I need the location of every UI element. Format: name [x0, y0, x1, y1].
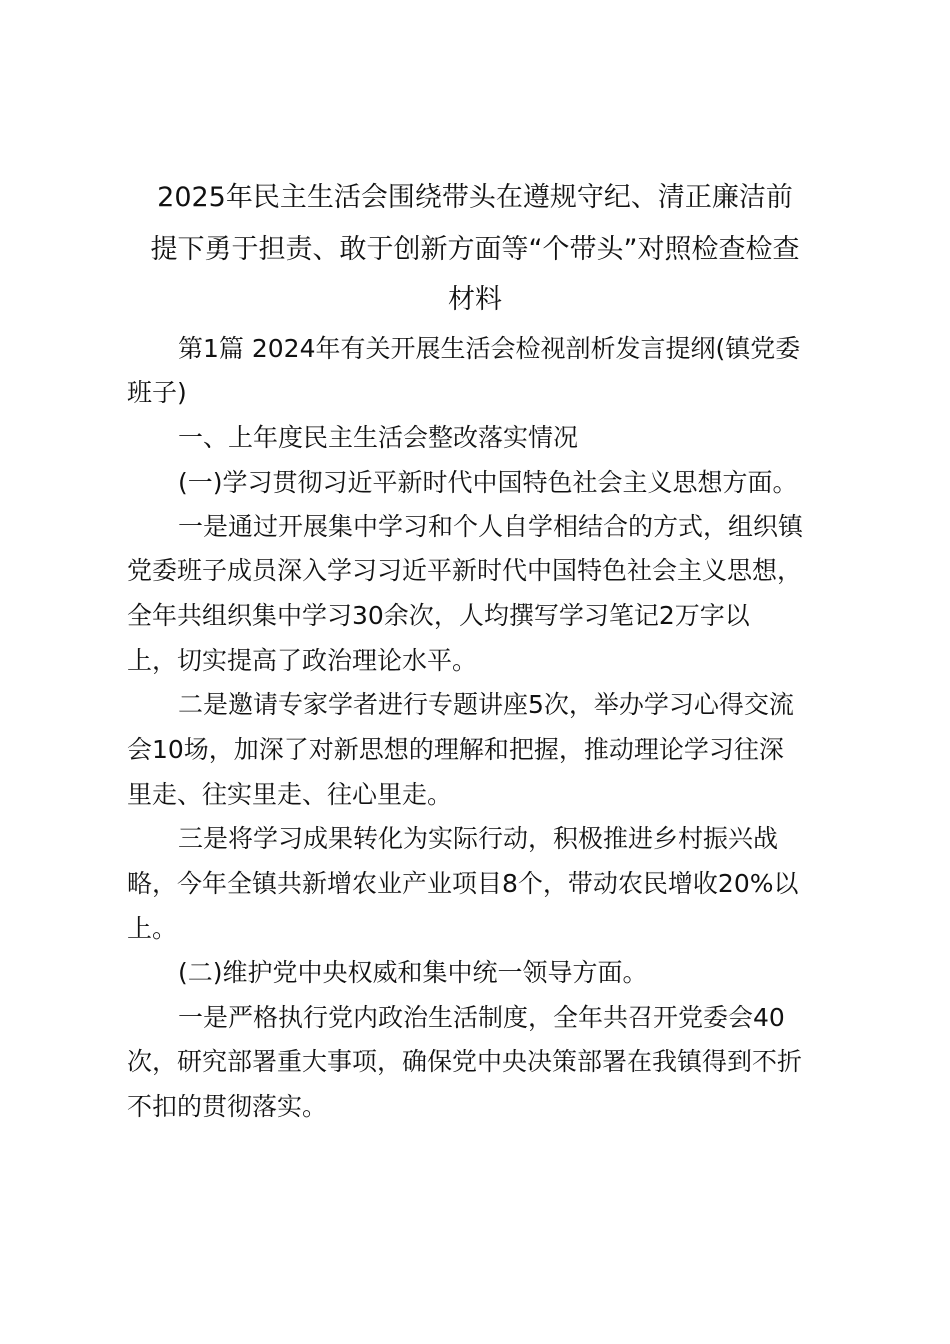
paragraph-line: 一是严格执行党内政治生活制度，全年共召开党委会40 — [178, 1003, 785, 1032]
paragraph-line: 略，今年全镇共新增农业产业项目8个，带动农民增收20%以 — [127, 869, 799, 898]
subsection-heading: (二)维护党中央权威和集中统一领导方面。 — [178, 958, 648, 987]
paragraph-line: 一是通过开展集中学习和个人自学相结合的方式，组织镇 — [178, 512, 804, 541]
paragraph-line: 全年共组织集中学习30余次，人均撰写学习笔记2万字以 — [127, 601, 750, 630]
paragraph-line: 上。 — [127, 914, 178, 943]
paragraph-line: 班子) — [127, 378, 187, 407]
document-title-line-2: 提下勇于担责、敢于创新方面等“个带头”对照检查检查 — [150, 234, 800, 265]
paragraph-line: 会10场，加深了对新思想的理解和把握，推动理论学习往深 — [127, 735, 784, 764]
subsection-heading: (一)学习贯彻习近平新时代中国特色社会主义思想方面。 — [178, 468, 798, 497]
paragraph-line: 里走、往实里走、往心里走。 — [127, 780, 453, 809]
paragraph-line: 第1篇 2024年有关开展生活会检视剖析发言提纲(镇党委 — [178, 334, 801, 363]
paragraph-line: 不扣的贯彻落实。 — [127, 1092, 328, 1121]
paragraph-line: 三是将学习成果转化为实际行动，积极推进乡村振兴战 — [178, 824, 779, 853]
section-heading: 一、上年度民主生活会整改落实情况 — [178, 423, 579, 452]
document-title-line-1: 2025年民主生活会围绕带头在遵规守纪、清正廉洁前 — [157, 182, 793, 213]
paragraph-line: 次，研究部署重大事项，确保党中央决策部署在我镇得到不折 — [127, 1047, 803, 1076]
document-title-line-3: 材料 — [448, 284, 502, 315]
paragraph-line: 上，切实提高了政治理论水平。 — [127, 646, 478, 675]
paragraph-line: 党委班子成员深入学习习近平新时代中国特色社会主义思想， — [127, 556, 803, 585]
paragraph-line: 二是邀请专家学者进行专题讲座5次，举办学习心得交流 — [178, 690, 794, 719]
